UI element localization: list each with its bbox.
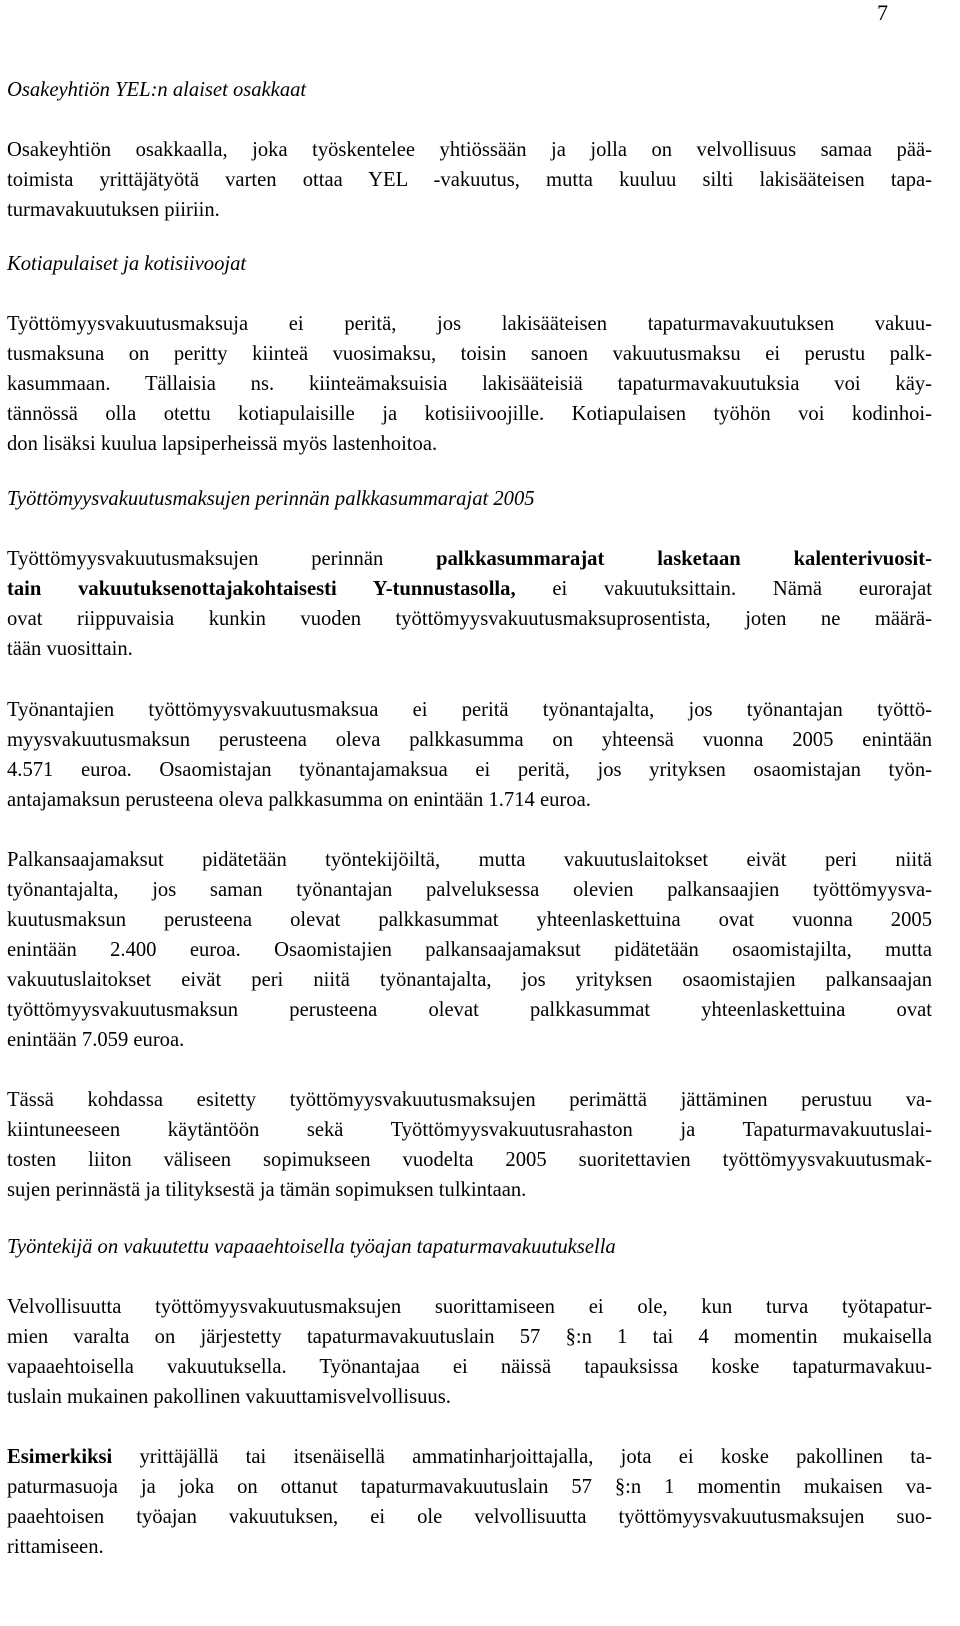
bold-text: tain vakuutuksenottajakohtaisesti Y-tunnustasolla, (7, 578, 516, 600)
paragraph (7, 1085, 932, 1205)
text-line: tusmaksuna on peritty kiinteä vuosimaksu, toisin sanoen vakuutusmaksu ei perustu palk- (7, 343, 932, 365)
section-heading-yel-shareholders: Osakeyhtiön YEL:n alaiset osakkaat (7, 79, 307, 101)
page-content (7, 75, 932, 1562)
text-line: paturmasuoja ja joka on ottanut tapaturmavakuutuslain 57 §:n 1 momentin mukaisen va- (7, 1476, 932, 1498)
text-line: enintään 2.400 euroa. Osaomistajien palkansaajamaksut pidätetään osaomistajilta, mutta (7, 939, 932, 961)
text-run: ei vakuutuksittain. Nämä eurorajat (515, 578, 932, 600)
text-line: tosten liiton väliseen sopimukseen vuodelta 2005 suoritettavien työttömyysvakuutusmak- (7, 1149, 932, 1171)
paragraph (7, 845, 932, 1055)
paragraph (7, 1292, 932, 1412)
paragraph (7, 135, 932, 225)
paragraph (7, 1442, 932, 1562)
text-line: tään vuosittain. (7, 638, 133, 660)
text-line: tännössä olla otettu kotiapulaisille ja kotisiivoojille. Kotiapulaisen työhön voi kodinhoi- (7, 403, 932, 425)
text-line: Palkansaajamaksut pidätetään työntekijöiltä, mutta vakuutuslaitokset eivät peri niitä (7, 849, 932, 871)
text-line: don lisäksi kuulua lapsiperheissä myös lastenhoitoa. (7, 433, 438, 455)
text-line (7, 544, 932, 574)
text-line: työnantajalta, jos saman työnantajan palveluksessa olevien palkansaajien työttömyysva- (7, 879, 932, 901)
text-line: Työttömyysvakuutusmaksuja ei peritä, jos lakisääteisen tapaturmavakuutuksen vakuu- (7, 313, 932, 335)
section-heading-voluntary-insurance: Työntekijä on vakuutettu vapaaehtoisella työajan tapaturmavakuutuksella (7, 1236, 616, 1258)
text-line: kasummaan. Tällaisia ns. kiinteämaksuisia lakisääteisiä tapaturmavakuutuksia voi käy- (7, 373, 932, 395)
text-line: Tässä kohdassa esitetty työttömyysvakuutusmaksujen perimättä jättäminen perustuu va- (7, 1089, 932, 1111)
text-line: vakuutuslaitokset eivät peri niitä työnantajalta, jos yrityksen osaomistajien palkansaajan (7, 969, 932, 991)
text-line: turmavakuutuksen piiriin. (7, 199, 220, 221)
text-line: työttömyysvakuutusmaksun perusteena olevat palkkasummat yhteenlaskettuina ovat (7, 999, 932, 1021)
section-heading-payroll-limits-2005: Työttömyysvakuutusmaksujen perinnän palkkasummarajat 2005 (7, 488, 535, 510)
text-line: paaehtoisen työajan vakuutuksen, ei ole velvollisuutta työttömyysvakuutusmaksujen suo- (7, 1506, 932, 1528)
text-line: vapaaehtoisella vakuutuksella. Työnantajaa ei näissä tapauksissa koske tapaturmavakuu- (7, 1356, 932, 1378)
text-line (7, 1442, 932, 1472)
text-line (7, 574, 932, 604)
text-line: toimista yrittäjätyötä varten ottaa YEL -vakuutus, mutta kuuluu silti lakisääteisen tapa- (7, 169, 932, 191)
text-line: Osakeyhtiön osakkaalla, joka työskentelee yhtiössään ja jolla on velvollisuus samaa pää- (7, 139, 932, 161)
text-run: Työttömyysvakuutusmaksujen perinnän (7, 548, 437, 570)
text-line: ovat riippuvaisia kunkin vuoden työttömyysvakuutusmaksuprosentista, joten ne määrä- (7, 608, 932, 630)
text-line: sujen perinnästä ja tilityksestä ja tämän sopimuksen tulkintaan. (7, 1179, 527, 1201)
text-line: rittamiseen. (7, 1536, 104, 1558)
bold-text: Esimerkiksi (7, 1446, 113, 1468)
text-line: myysvakuutusmaksun perusteena oleva palkkasumma on yhteensä vuonna 2005 enintään (7, 729, 932, 751)
text-run: yrittäjällä tai itsenäisellä ammatinharjoittajalla, jota ei koske pakollinen ta- (112, 1446, 932, 1468)
text-line: kiintuneeseen käytäntöön sekä Työttömyysvakuutusrahaston ja Tapaturmavakuutuslai- (7, 1119, 932, 1141)
section-heading-household-helpers: Kotiapulaiset ja kotisiivoojat (7, 253, 247, 275)
text-line: 4.571 euroa. Osaomistajan työnantajamaksua ei peritä, jos yrityksen osaomistajan työn- (7, 759, 932, 781)
text-line: Velvollisuutta työttömyysvakuutusmaksujen suorittamiseen ei ole, kun turva työtapatur- (7, 1296, 932, 1318)
text-line: kuutusmaksun perusteena olevat palkkasummat yhteenlaskettuina ovat vuonna 2005 (7, 909, 932, 931)
paragraph (7, 544, 932, 664)
text-line: Työnantajien työttömyysvakuutusmaksua ei peritä työnantajalta, jos työnantajan työttö- (7, 699, 932, 721)
bold-text: palkkasummarajat lasketaan kalenterivuosit- (436, 548, 932, 570)
text-line: tuslain mukainen pakollinen vakuuttamisvelvollisuus. (7, 1386, 451, 1408)
paragraph (7, 309, 932, 459)
text-line: antajamaksun perusteena oleva palkkasumma on enintään 1.714 euroa. (7, 789, 591, 811)
text-line: mien varalta on järjestetty tapaturmavakuutuslain 57 §:n 1 tai 4 momentin mukaisella (7, 1326, 932, 1348)
paragraph (7, 695, 932, 815)
page-number: 7 (877, 0, 888, 25)
text-line: enintään 7.059 euroa. (7, 1029, 185, 1051)
